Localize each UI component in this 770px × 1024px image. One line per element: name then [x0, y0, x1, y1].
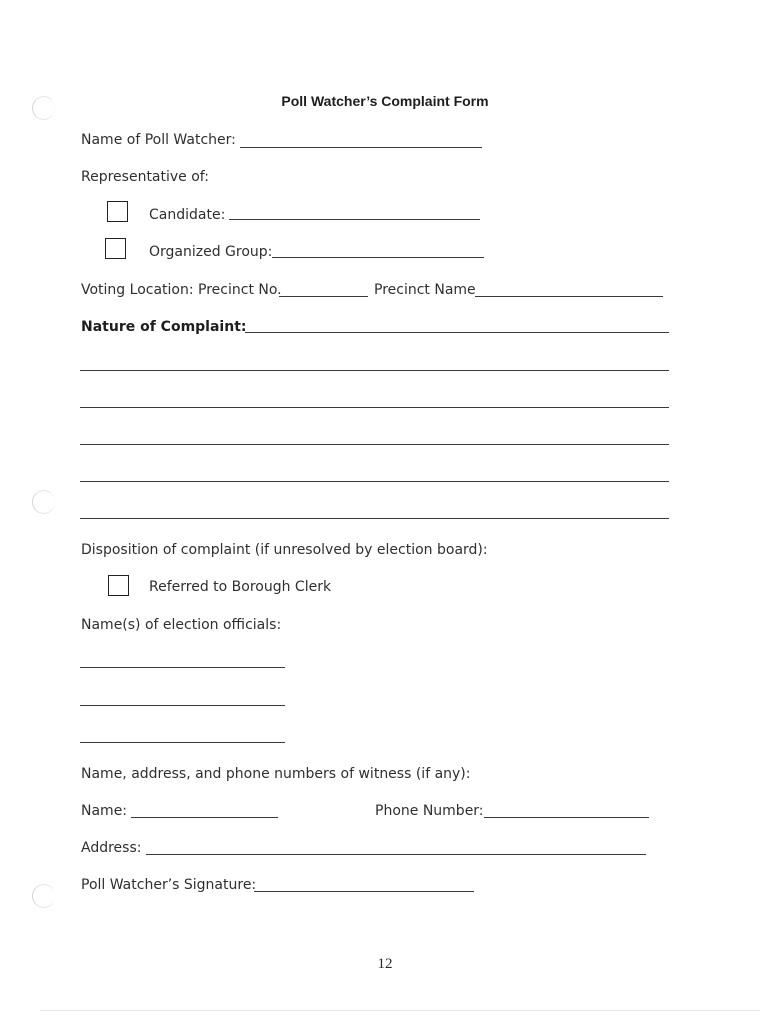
- complaint-line[interactable]: [80, 481, 669, 482]
- referred-label: Referred to Borough Clerk: [149, 579, 332, 595]
- poll-watcher-name-label: Name of Poll Watcher:: [81, 132, 236, 148]
- phone-number-label: Phone Number:: [375, 803, 484, 819]
- phone-number-field[interactable]: [484, 817, 649, 818]
- official-name-line[interactable]: [80, 705, 285, 706]
- witness-name-label: Name:: [81, 803, 128, 819]
- address-field[interactable]: [146, 854, 646, 855]
- organized-group-label: Organized Group:: [149, 244, 273, 260]
- signature-label: Poll Watcher’s Signature:: [81, 877, 257, 893]
- witness-name-field[interactable]: [131, 817, 278, 818]
- precinct-name-label: Precinct Name: [374, 282, 476, 298]
- disposition-label: Disposition of complaint (if unresolved by election board):: [81, 542, 488, 558]
- referred-checkbox[interactable]: [108, 575, 129, 596]
- complaint-line[interactable]: [80, 518, 669, 519]
- nature-of-complaint-label: Nature of Complaint:: [81, 319, 247, 335]
- form-title: Poll Watcher’s Complaint Form: [281, 93, 489, 109]
- punch-hole-icon: [32, 490, 55, 514]
- candidate-label: Candidate:: [149, 207, 226, 223]
- official-name-line[interactable]: [80, 742, 285, 743]
- complaint-line[interactable]: [80, 370, 669, 371]
- page-number: 12: [377, 956, 393, 972]
- witness-label: Name, address, and phone numbers of witness (if any):: [81, 766, 471, 782]
- candidate-field[interactable]: [229, 219, 480, 220]
- complaint-line[interactable]: [245, 332, 669, 333]
- signature-field[interactable]: [254, 891, 474, 892]
- address-label: Address:: [81, 840, 142, 856]
- candidate-checkbox[interactable]: [107, 201, 128, 222]
- precinct-number-label: Voting Location: Precinct No.: [81, 282, 282, 298]
- organized-group-checkbox[interactable]: [105, 238, 126, 259]
- punch-hole-icon: [32, 884, 55, 908]
- precinct-number-field[interactable]: [279, 296, 368, 297]
- official-name-line[interactable]: [80, 667, 285, 668]
- election-officials-label: Name(s) of election officials:: [81, 617, 282, 633]
- representative-of-label: Representative of:: [81, 169, 209, 185]
- organized-group-field[interactable]: [272, 257, 484, 258]
- precinct-name-field[interactable]: [475, 296, 663, 297]
- complaint-line[interactable]: [80, 407, 669, 408]
- poll-watcher-name-field[interactable]: [240, 147, 482, 148]
- page-edge-divider: [40, 1010, 760, 1011]
- complaint-line[interactable]: [80, 444, 669, 445]
